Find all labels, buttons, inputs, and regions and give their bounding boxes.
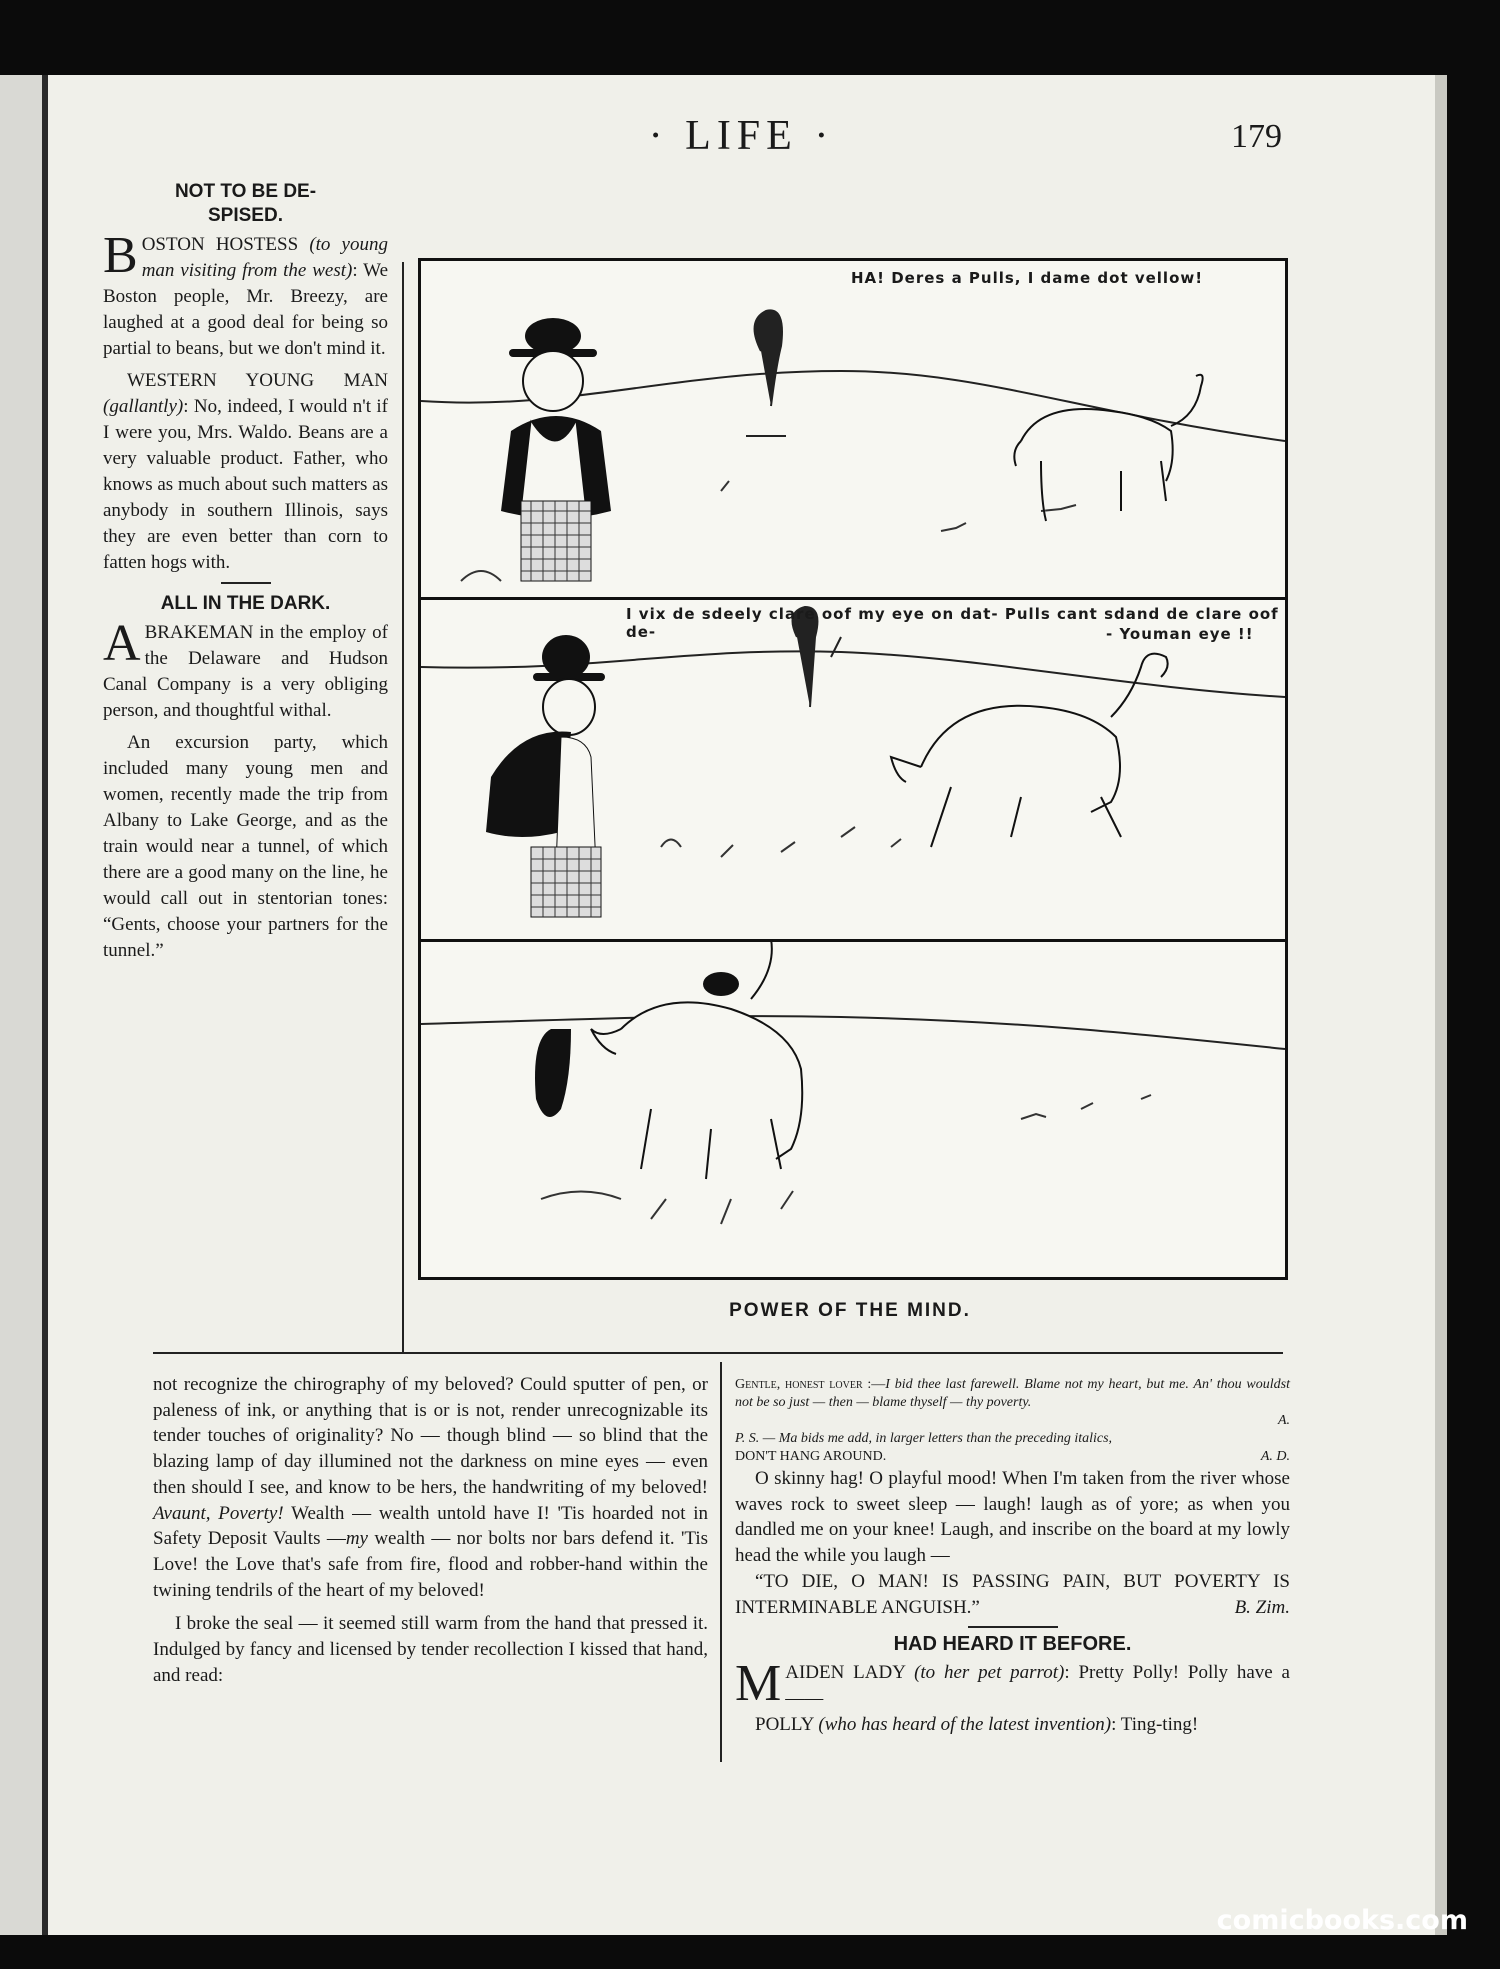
left-column [103,180,388,970]
divider [221,582,271,584]
previous-page-edge [0,75,42,1935]
article-title: ALL IN THE DARK. [160,593,331,614]
masthead-title: · LIFE · [648,113,835,159]
bottom-right-column [735,1376,1290,1737]
panel-1-drawing [421,261,1285,597]
postscript: P. S. — Ma bids me add, in larger letters than the preceding italics, [735,1431,1113,1446]
drop-cap: B [103,227,138,284]
article-title: NOT TO BE DE- SPISED. [174,181,317,226]
paragraph: BOSTON HOSTESS (to young man visiting from the west): We Boston people, Mr. Breezy, are laughed at a good deal for being so partial to beans, but we don't mind it. [103,227,389,359]
signature-line: A. [1277,1413,1290,1428]
page-right-edge [1435,75,1447,1935]
paragraph: WESTERN YOUNG MAN (gallantly): No, indeed, I would n't if I were you, Mrs. Waldo. Beans are a very valuable product. Father, who knows as much about such matters as anybody in southern Illinois, says they are even better than corn to fatten hogs with. [103,370,388,573]
paragraph: MAIDEN LADY (to her pet parrot): Pretty Polly! Polly have a —— [735,1655,1290,1713]
page-number: 179 [1231,118,1282,155]
comic-strip [418,258,1288,1280]
divider [968,1626,1058,1628]
article-title: HAD HEARD IT BEFORE. [893,1633,1132,1656]
paragraph: POLLY (who has heard of the latest invention): Ting-ting! [755,1713,1199,1735]
paragraph: ABRAKEMAN in the employ of the Delaware and Hudson Canal Company is a very obliging person, and thoughtful withal. [103,615,388,721]
quote: “TO DIE, O MAN! IS PASSING PAIN, BUT POVERTY IS INTERMINABLE ANGUISH.” B. Zim. [735,1570,1290,1618]
paragraph: O skinny hag! O playful mood! When I'm taken from the river whose waves rock to sweet sleep — laugh! laugh as of yore; as when you dandled me on your knee! Laugh, and inscribe on the board at my lowly head the while you laugh — [735,1468,1290,1567]
speech-text: HA! Deres a Pulls, I dame dot vellow! [851,269,1204,287]
drop-cap: M [735,1655,782,1713]
speech-text: I vix de sdeely clare oof my eye on dat- Pulls cant sdand de clare oof de- [626,605,1279,641]
drop-cap: A [103,615,141,672]
speech-text: - Youman eye !! [1106,625,1254,643]
panel-3-drawing [421,939,1285,1271]
column-rule [402,262,404,1352]
comic-panel-3 [421,939,1285,1271]
comic-caption: POWER OF THE MIND. [729,1300,971,1321]
signature-line: DON'T HANG AROUND. A. D. [735,1449,1290,1464]
site-watermark: comicbooks.com [1216,1905,1468,1936]
paragraph: An excursion party, which included many young men and women, recently made the trip from Albany to Lake George, and as the train would near a tunnel, of which there are a good many on the line, he would call out in stentorian tones: “Gents, choose your partners for the tunnel.” [103,732,388,961]
paragraph: not recognize the chirography of my beloved? Could sputter of pen, or paleness of ink, or anything that is or is not, render unrecognizable its tender touches of originality? No — though blind — so blind that the blazing lamp of day illumined not the darkness on mine eyes — even then should I see, and know to be hers, the handwriting of my beloved! Avaunt, Poverty! Wealth — wealth untold have I! 'Tis hoarded not in Safety Deposit Vaults —my wealth — nor bolts nor bars defend it. 'Tis Love! the Love that's safe from fire, flood and robber-hand within the twining tendrils of the heart of my beloved! [153,1374,708,1601]
comic-panel-1 [421,261,1285,600]
comic-panel-2 [421,597,1285,942]
panel-2-drawing [421,597,1285,939]
column-rule [720,1362,722,1762]
horizontal-rule [153,1352,1283,1354]
paragraph: I broke the seal — it seemed still warm from the hand that pressed it. Indulged by fancy and licensed by tender recollection I kissed that hand, and read: [153,1613,708,1686]
letter-text: Gentle, honest lover :—I bid thee last farewell. Blame not my heart, but me. An' thou wouldst not be so just — then — blame thyself — thy poverty. [735,1377,1290,1410]
bottom-left-column [153,1372,708,1696]
